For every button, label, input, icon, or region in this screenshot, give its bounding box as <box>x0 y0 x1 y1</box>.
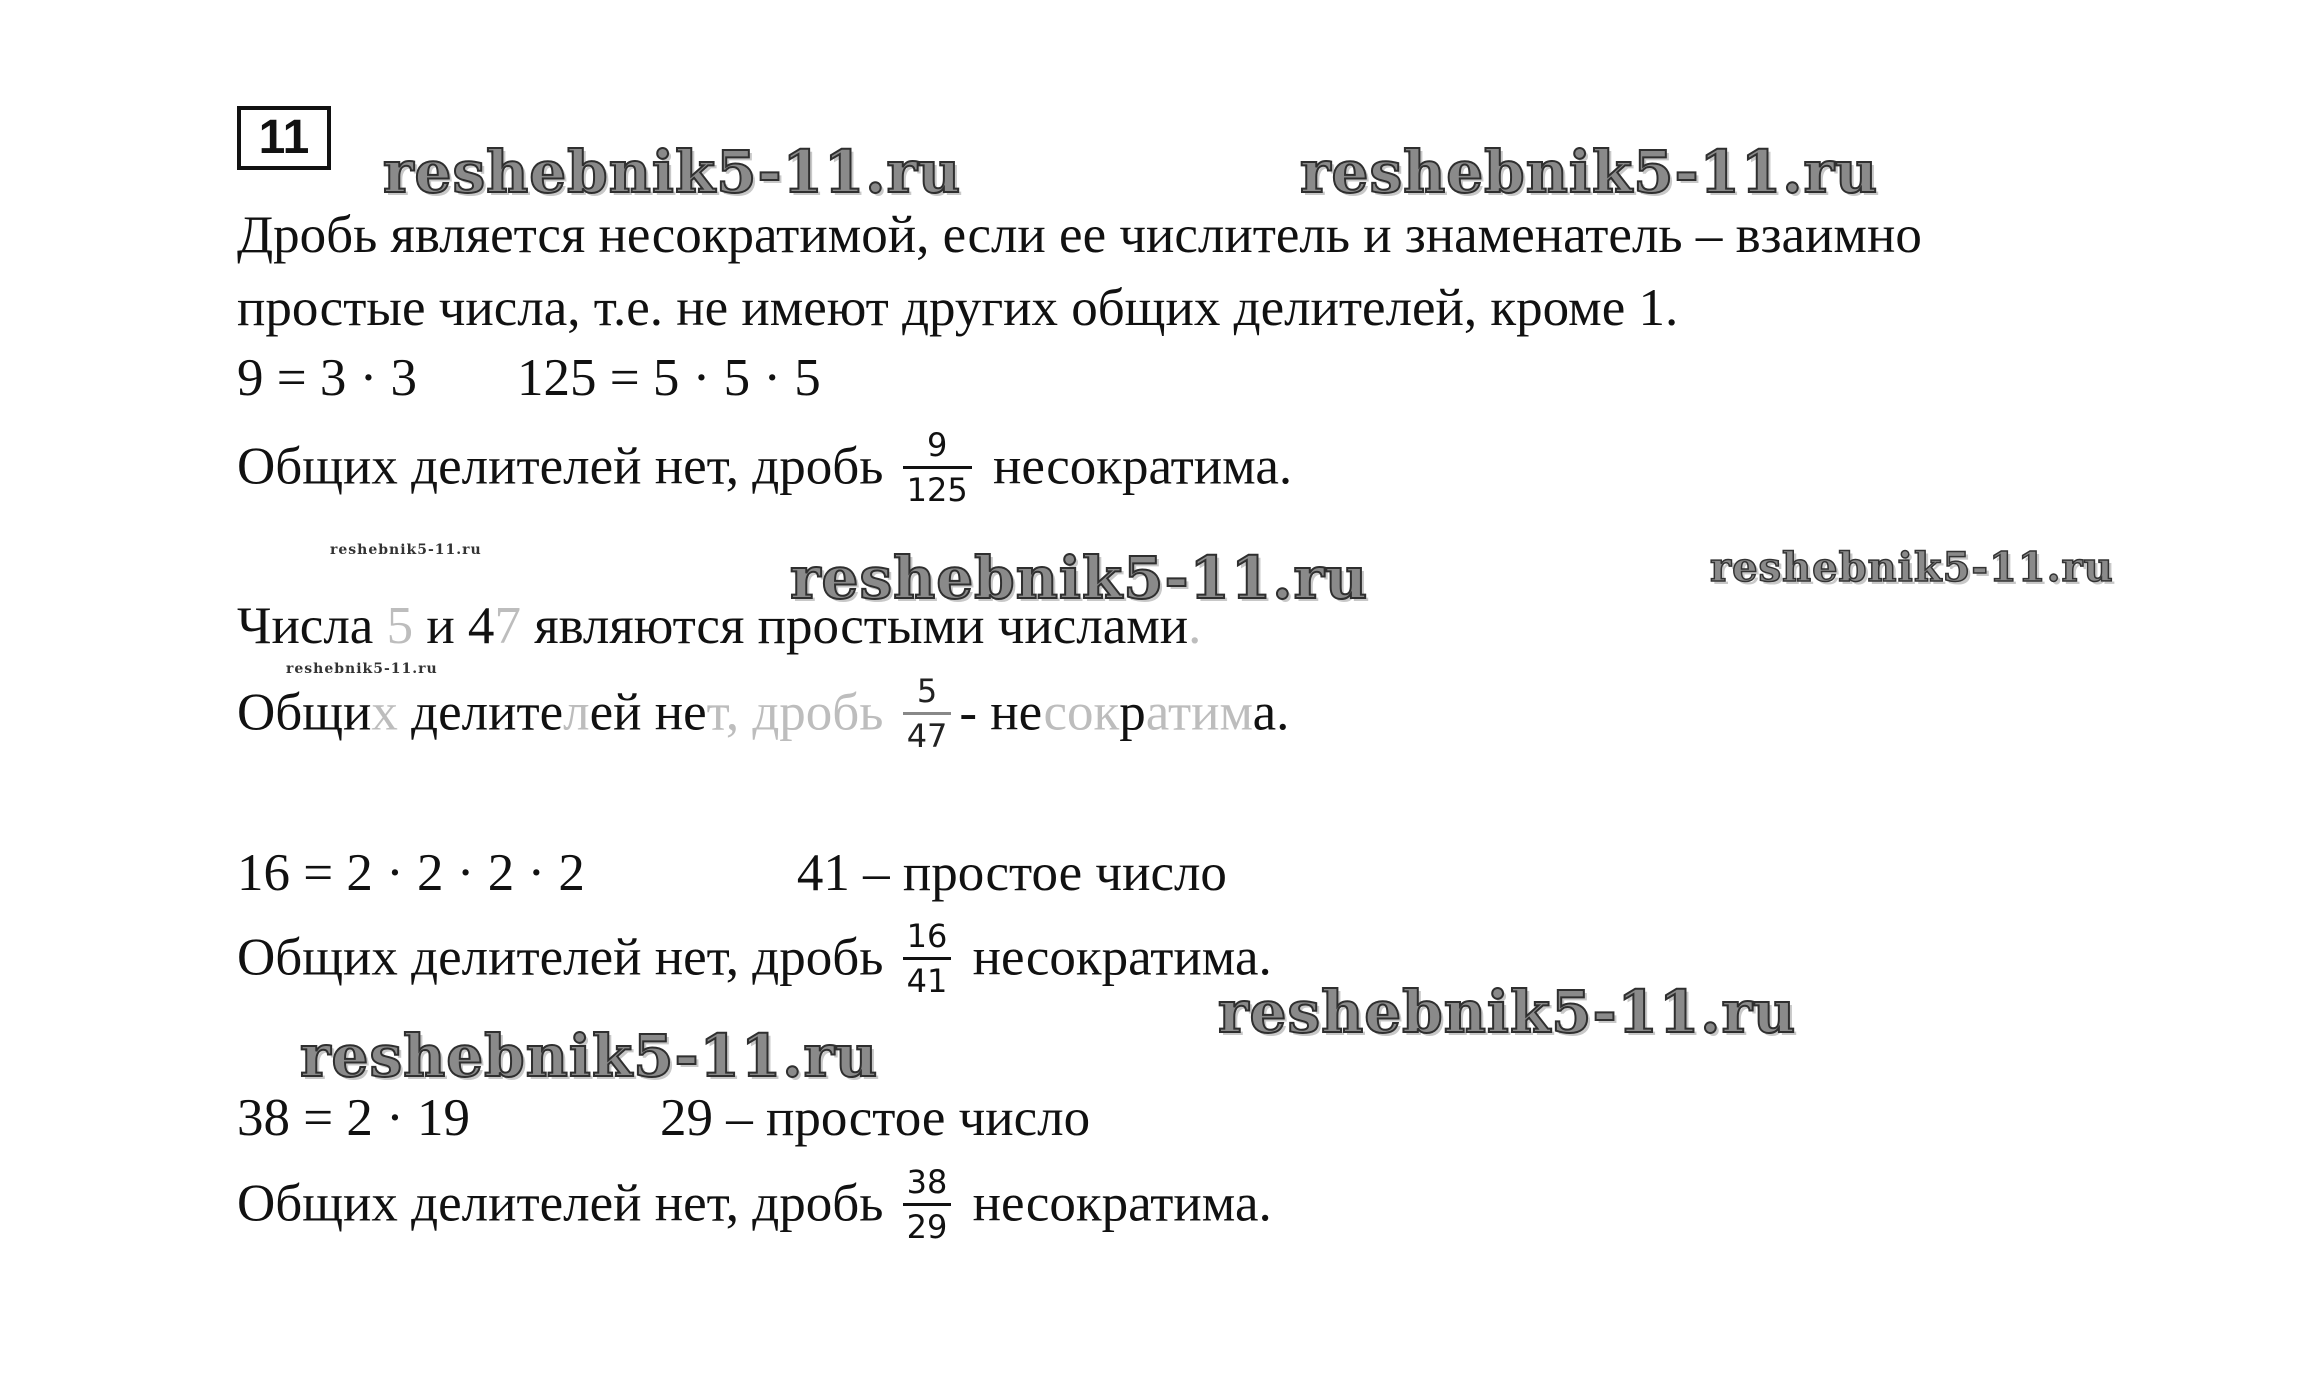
conclusion-segment: р <box>1119 683 1146 742</box>
watermark: reshebnik5-11.ru <box>790 544 1369 612</box>
watermark: reshebnik5-11.ru <box>300 1022 879 1090</box>
statement-segment: и 4 <box>426 597 495 655</box>
watermark: reshebnik5-11.ru <box>330 542 482 558</box>
fraction-denominator: 47 <box>906 717 948 755</box>
part-b-statement <box>237 591 1201 661</box>
prime-41: 41 – простое число <box>796 844 1227 902</box>
fraction-5-47 <box>903 672 952 755</box>
fraction-9-125 <box>903 426 972 509</box>
intro-line-1: Дробь является несократимой, если ее числитель и знаменатель – взаимно <box>237 206 1922 264</box>
part-a-factorization <box>237 343 821 413</box>
statement-segment: . <box>1188 597 1202 655</box>
conclusion-segment: сок <box>1043 683 1120 742</box>
statement-segment: являются простыми числами <box>534 597 1189 655</box>
conclusion-segment: т, дробь <box>706 683 884 742</box>
part-d-factorization <box>237 1083 1090 1153</box>
watermark: reshebnik5-11.ru <box>286 661 438 677</box>
conclusion-segment: - не <box>959 683 1044 742</box>
problem-number-box: 11 <box>237 106 331 170</box>
conclusion-segment: х <box>371 683 398 742</box>
fraction-denominator: 29 <box>906 1208 948 1246</box>
part-a-conclusion <box>237 426 1293 513</box>
part-c-conclusion <box>237 917 1272 1004</box>
watermark: reshebnik5-11.ru <box>1300 138 1879 206</box>
fraction-numerator: 38 <box>903 1163 952 1206</box>
watermark: reshebnik5-11.ru <box>383 138 962 206</box>
fraction-numerator: 9 <box>903 426 972 469</box>
part-c-factorization <box>237 838 1227 908</box>
conclusion-segment: л <box>563 683 590 742</box>
conclusion-prefix: Общих делителей нет, дробь <box>237 1174 884 1233</box>
fraction-denominator: 125 <box>906 471 968 509</box>
statement-segment: Числа <box>237 597 374 655</box>
prime-29: 29 – простое число <box>660 1089 1091 1147</box>
fraction-numerator: 16 <box>903 917 952 960</box>
statement-segment: 5 <box>386 597 414 655</box>
fraction-38-29 <box>903 1163 952 1246</box>
statement-segment: 7 <box>494 597 521 655</box>
fraction-16-41 <box>903 917 952 1000</box>
fraction-numerator: 5 <box>903 672 952 715</box>
conclusion-segment: ей не <box>589 683 707 742</box>
conclusion-segment: делите <box>411 683 564 742</box>
factorization-16: 16 = 2 · 2 · 2 · 2 <box>237 844 585 902</box>
conclusion-prefix: Общих делителей нет, дробь <box>237 928 884 987</box>
fraction-denominator: 41 <box>906 962 948 1000</box>
conclusion-suffix: несократима. <box>992 437 1293 496</box>
watermark: reshebnik5-11.ru <box>1218 978 1797 1046</box>
conclusion-suffix: несократима. <box>972 1174 1272 1233</box>
conclusion-suffix: несократима. <box>972 928 1272 987</box>
conclusion-segment: Общи <box>237 683 372 742</box>
part-b-conclusion <box>237 672 1290 759</box>
conclusion-segment: а. <box>1252 683 1290 742</box>
watermark: reshebnik5-11.ru <box>1710 544 2114 591</box>
part-d-conclusion <box>237 1163 1272 1250</box>
factorization-38: 38 = 2 · 19 <box>237 1089 471 1147</box>
intro-line-2: простые числа, т.е. не имеют других общих делителей, кроме 1. <box>237 279 1679 337</box>
conclusion-prefix: Общих делителей нет, дробь <box>237 437 884 496</box>
conclusion-segment: атим <box>1145 683 1253 742</box>
factorization-125: 125 = 5 · 5 · 5 <box>517 349 821 407</box>
factorization-9: 9 = 3 · 3 <box>237 349 418 407</box>
